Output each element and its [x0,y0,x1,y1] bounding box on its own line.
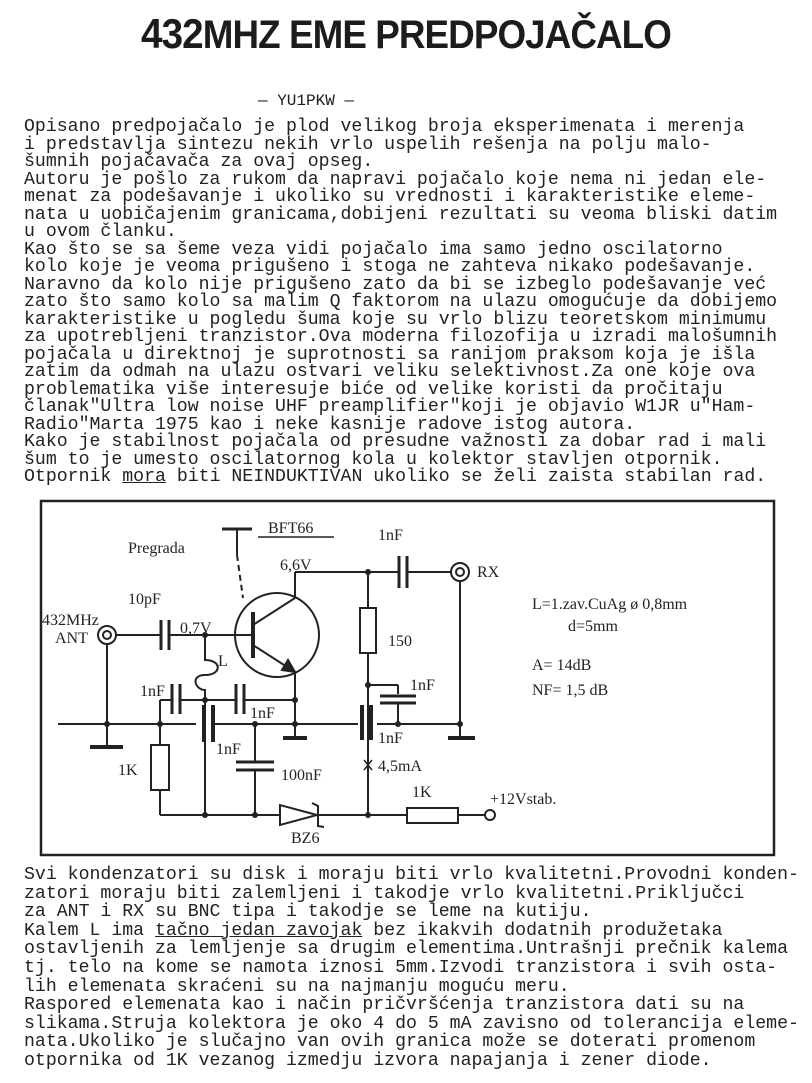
label-c-bypass: 100nF [281,767,322,784]
title-number: 432 [141,10,203,57]
note-noise-figure: NF= 1,5 dB [532,682,609,699]
underlined-text: tačno jedan zavojak [154,920,363,941]
text-line: problematika više interesuje biće od velike koristi da pročitaju [24,379,723,400]
title-text: MHZ EME PREDPOJAČALO [202,13,671,57]
text-line: zato što samo kolo sa malim Q faktorom na ulazu omogućuje da dobijemo [24,292,778,312]
label-supply: +12Vstab. [490,791,557,808]
text-segment: biti NEINDUKTIVAN ukoliko se želi zaista stabilan rad. [165,467,767,487]
label-c-emitter: 1nF [250,705,275,722]
label-c-left: 1nF [140,683,165,700]
note-gain: A= 14dB [532,657,592,674]
text-line: za ANT i RX su BNC tipa i takodje se leme na kutiju. [24,902,592,923]
text-line: karakteristike u pogledu šuma koje su vrlo blizu teoretskom minimumu [24,309,767,330]
text-segment: Otpornik [24,467,123,487]
text-line: zatori moraju biti zalemljeni i takodje vrlo kvalitetni.Priključci [24,883,745,904]
label-c-feed: 1nF [216,741,241,758]
text-line: Opisano predpojačalo je plod velikog broja eksperimenata i merenja [24,117,745,137]
text-line: Naravno da kolo nije prigušeno zato da bi se izbeglo podešavanje već [24,274,767,295]
text-line: Kako je stabilnost pojačala od presudne važnosti za dobar rad i mali [24,432,767,452]
text-line: nata.Ukoliko je slučajno van ovih granica može se doterati promenom [24,1032,756,1053]
label-c-out: 1nF [378,527,403,544]
supply-terminal [485,810,495,820]
underlined-text: mora [122,467,166,487]
label-input: ANT [55,630,88,647]
text-line: slikama.Struja kolektora je oko 4 do 5 mA zavisno od tolerancija eleme- [24,1013,799,1034]
text-line: ostavljenih za lemljenje sa drugim elementima.Untrašnji prečnik kalema [24,939,788,960]
text-line: Kao što se sa šeme veza vidi pojačalo ima samo jedno oscilatorno [24,239,723,260]
label-coil: L [218,653,228,670]
text-line: zatim da odmah na ulazu ostvari veliku selektivnost.Za one koje ova [24,362,756,382]
label-collector-voltage: 6,6V [280,557,312,574]
label-input-freq: 432MHz [42,612,99,629]
text-line: u ovom članku. [24,222,177,242]
text-line: članak"Ultra low noise UHF preamplifier"koji je objavio W1JR u"Ham- [24,397,756,417]
label-c-feed2: 1nF [378,730,403,747]
text-line: otpornika od 1K vezanog izmedju izvora napajanja i zener diode. [24,1050,712,1071]
shield-symbol [222,529,252,598]
text-line: i predstavlja sintezu nekih vrlo uspelih rešenja na polju malo- [24,134,712,155]
label-r-bias: 1K [118,762,138,779]
text-line: Radio"Marta 1975 kao i neke kasnije radove istog autora. [24,414,636,435]
text-line: kolo koje je veoma prigušeno i stoga ne zahteva nikako podešavanje. [24,257,756,277]
label-c-collector: 1nF [410,677,435,694]
text-line: menat za podešavanje i ukoliko su vrednosti i karakteristike eleme- [24,187,756,207]
text-line: za upotrebljeni tranzistor.Ova moderna filozofija u izradi malošumnih [24,327,778,347]
label-r-supply: 1K [412,784,432,801]
coil-L [196,635,218,700]
text-segment: bez ikakvih dodatnih produžetaka [362,920,723,941]
text-line: Svi kondenzatori su disk i moraju biti vrlo kvalitetni.Provodni konden- [24,865,799,885]
label-output: RX [477,564,500,581]
label-current: 4,5mA [378,758,422,775]
text-line: lih elemenata skraćeni su na najmanju moguću meru. [24,976,570,997]
text-line: Raspored elemenata kao i način pričvršćenja tranzistora dati su na [24,995,745,1016]
text-line: pojačala u direktnoj je suprotnosti sa ranijom praksom koja je išla [24,344,756,365]
rx-connector [448,563,475,738]
label-zener: BZ6 [291,830,320,847]
text-line: Autoru je pošlo za rukom da napravi pojačalo koje nema ni jedan ele- [24,169,767,190]
text-line: šum to je umesto oscilatornog kola u kolektor stavljen otpornik. [24,449,723,470]
text-segment: Kalem L ima [24,920,155,941]
note-coil: L=1.zav.CuAg ø 0,8mm [532,596,688,613]
label-shield: Pregrada [128,540,185,557]
label-r-collector: 150 [388,633,412,650]
text-line: tj. telo na kome se namota iznosi 5mm.Izvodi tranzistora i svih osta- [24,957,778,978]
ant-connector [90,626,123,747]
zener-diode [280,803,324,827]
label-transistor: BFT66 [268,520,314,537]
author-callsign: — YU1PKW — [258,92,355,110]
text-line: nata u uobičajenim granicama,dobijeni rezultati su veoma bliski datim [24,204,778,225]
note-diameter: d=5mm [568,618,618,635]
label-c-in: 10pF [128,591,161,608]
label-base-voltage: 0,7V [180,620,212,637]
text-line: šumnih pojačavača za ovaj opseg. [24,152,374,172]
